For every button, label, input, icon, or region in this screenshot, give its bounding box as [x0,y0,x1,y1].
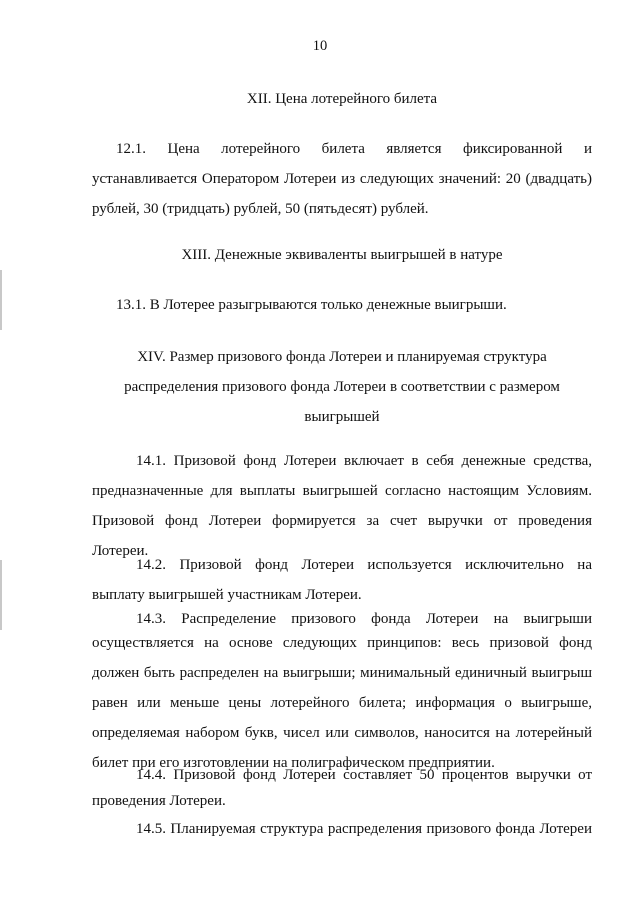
paragraph-line: выплату выигрышей участникам Лотереи. [92,587,362,603]
section-12-heading: XII. Цена лотерейного билета [246,91,438,107]
paragraph-line: должен быть распределен на выигрыши; минимальный единичный выигрыш [92,665,592,681]
paragraph-line: определяемая набором букв, чисел или символов, наносится на лотерейный [92,725,592,741]
paragraph-14-2-first [136,550,592,580]
paragraph-12-1 [116,134,592,164]
paragraph-14-5-first [136,814,592,844]
paragraph-14-3 [92,628,592,778]
paragraph-line: 13.1. В Лотерее разыгрываются только денежные выигрыши. [116,297,507,313]
paragraph-line: равен или меньше цены лотерейного билета; информация о выигрыше, [92,695,592,711]
page-number: 10 [312,38,328,54]
paragraph-14-1-first [136,446,592,476]
paragraph-line: 14.1. Призовой фонд Лотереи включает в себя денежные средства, [136,453,592,469]
paragraph-line: осуществляется на основе следующих принципов: весь призовой фонд [92,635,592,651]
section-14-heading [92,342,592,432]
section-13-heading: XIII. Денежные эквиваленты выигрышей в натуре [181,247,503,263]
paragraph-13-1 [116,290,592,320]
paragraph-line: Призовой фонд Лотереи формируется за счет выручки от проведения [92,513,592,529]
paragraph-line: проведения Лотереи. [92,793,226,809]
paragraph-line: 14.2. Призовой фонд Лотереи используется исключительно на [136,557,592,573]
heading-line: XIV. Размер призового фонда Лотереи и планируемая структура [137,349,547,365]
scan-edge-mark [0,560,2,630]
paragraph-line: 14.5. Планируемая структура распределения призового фонда Лотереи [136,821,592,837]
paragraph-line: Лотереи. [92,543,149,559]
paragraph-line: предназначенные для выплаты выигрышей согласно настоящим Условиям. [92,483,592,499]
paragraph-line: устанавливается Оператором Лотереи из следующих значений: 20 (двадцать) [92,171,592,187]
scan-edge-mark [0,270,2,330]
paragraph-line: 14.4. Призовой фонд Лотереи составляет 50 процентов выручки от [136,767,592,783]
paragraph-line: 12.1. Цена лотерейного билета является фиксированной и [116,141,592,157]
heading-line: распределения призового фонда Лотереи в соответствии с размером [124,379,560,395]
paragraph-14-4 [92,786,592,816]
paragraph-line: 14.3. Распределение призового фонда Лотереи на выигрыши [136,611,592,627]
paragraph-12-1-cont [92,164,592,224]
paragraph-line: билет при его изготовлении на полиграфическом предприятии. [92,755,495,771]
heading-line: выигрышей [304,409,380,425]
paragraph-line: рублей, 30 (тридцать) рублей, 50 (пятьдесят) рублей. [92,201,429,217]
